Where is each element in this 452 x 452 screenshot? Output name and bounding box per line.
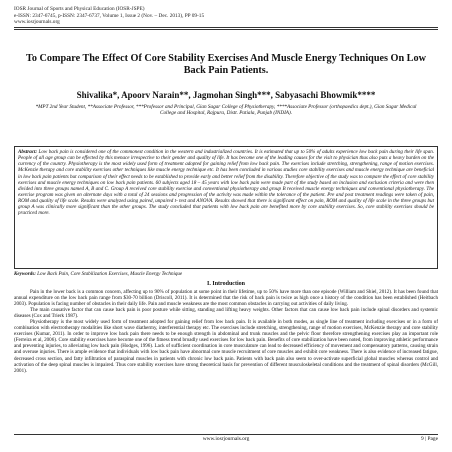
author-affiliation: *MPT 2nd Year Student, **Associate Professor, ***Professor and Principal, Gian Sagar College of Physiotherapy, ****Associate Professor (orthopaedics dept.), Gian Sagar Medical College and Hospital, Rajpura, Distt. Patiala, Punjab (INDIA). xyxy=(35,104,417,117)
journal-website-link[interactable]: www.iosrjournals.org xyxy=(14,19,60,26)
paper-title: To Compare The Effect Of Core Stability Exercises And Muscle Energy Techniques On Low Back Pain Patients. xyxy=(26,53,426,76)
footer-website-link[interactable]: www.iosrjournals.org xyxy=(202,436,250,442)
footer-divider xyxy=(14,434,438,435)
paragraph: The main causative factor that can cause back pain is poor posture while sitting, standing and lifting heavy weights. Other factors that can cause low back pain include spinal disorders and systemic diseases (Cox and Trierk 1987). xyxy=(14,307,438,320)
header-divider-2 xyxy=(14,29,438,30)
paragraph: Physiotherapy is the most widely used form of treatment adopted for gaining relief from low back pain. It is available in both modes, as single line of treatment including exercises or in a form of combination with electrotherapy modalities like short wave diathermy, interferential therapy etc. The exercises include stretching, strengthening, range of motion exercises, McKenzie therapy and core stability exercises (Kumar, 2011). In order to improve low back pain there needs to be enough strength in abdominal and trunk muscles and the pelvic floor therefore strengthening exercises play an important role (Ferreira et al, 2006). Core stability exercises have become one of the fitness trend broadly used exercises for low back pain. Benefits of core stabilization have been noted, from improving athletic performance and preventing injuries, to alleviating low back pain (Hodges, 1996). Lack of sufficient coordination in core musculature can lead to decreased efficiency of movement and compensatory patterns, causing strain and overuse injuries. There is ample evidence that individuals with low back pain have abnormal core muscle recruitment of core muscles and exhibit core weakness. There is also evidence of increased fatigue, decreased cross section, and fatty infiltration of paraspinal muscles in patients with chronic low back pain. Patients with back pain also seem to over-activate superficial global muscles whereas control and activation of the deep spinal muscles is impaired. Thus core stability exercises have strong theoretical basis for prevention of different musculoskeletal conditions and the treatment of spinal disorders (McGill, 2001). xyxy=(14,319,438,374)
abstract-box xyxy=(14,146,438,269)
journal-issn: e-ISSN: 2347-6745, p-ISSN: 2347-6737, Volume 1, Issue 2 (Nov. – Dec. 2013), PP 09-15 xyxy=(14,12,205,19)
abstract-text: Low back pain is considered one of the commonest condition in the western and industrialized countries. It is estimated that up to 50% of adults experience low back pain during their life span. People of all age group can be effected by this menace irrespective to their gender and quality of life. It has become one of the leading causes for the visit to physician thus also puts a heavy burden on the currency of the country. Physiotherapy is the most widely used form of treatment adopted for gaining relief from low back pain. The exercises include stretching, strengthening, range of motion exercises. McKenzie therapy and core stability exercises other techniques like muscle energy technique etc. It has been concluded in various studies core stability exercises and muscle energy technique are beneficial in low back pain patients but comparison of their effect needs to be established to provide early and better relief from the disability. Therefore objective of the study was to compare the effect of core stability exercises and muscle energy techniques on low back pain patients. 60 subjects aged 18 – 45 years with low back pain were made part of the study based on inclusion and exclusion criteria and were then divided into three groups named A, B and C. Group A received core stability exercise and conventional physiotherapy and group B received muscle energy techniques and conventional physiotherapy. The exercise program was given on alternate days with a total of 24 sessions and progression of the activity was made within the tolerance of the patient. Pre and post treatment readings were taken of pain, ROM and quality of life scale. Results were analyzed using paired, unpaired t- test and ANOVA. Results showed that there is significant effect on pain, ROM and quality of life scale in the three groups but group A was clinically more significant than the other groups. The study concluded that patients with low back pain are benefited more by core stability exercises. So, core stability exercises should be practiced more. xyxy=(18,149,435,217)
header-divider xyxy=(14,27,438,28)
paragraph: Pain in the lower back is a common concern, affecting up to 90% of population at some point in their lifetime, up to 50% have more than one episode (William and Shiel, 2012). It has been found that annual expenditure on the low back pain range from $30-70 billion (Driscoll, 2011). It is determined that the risk of back pain is twice as high once a history of the condition has been established (Heitbach 2003). Population is facing number of obstacles in their daily life. Pain and muscle weakness are the most common obstacles in carrying out activities of daily living. xyxy=(14,289,438,308)
keywords xyxy=(14,271,438,277)
paper-authors: Shivalika*, Apoorv Narain**, Jagmohan Singh***, Sabyasachi Bhowmik**** xyxy=(76,90,376,100)
keywords-text: Low Back Pain, Core Stabilization Exercises, Muscle Energy Technique xyxy=(37,271,183,277)
page-number: 9 | Page xyxy=(421,436,438,442)
abstract-label: Abstract: xyxy=(18,149,38,155)
journal-header xyxy=(14,6,438,26)
keywords-label: Keywords: xyxy=(14,271,36,277)
introduction-body xyxy=(14,289,438,429)
journal-name: IOSR Journal of Sports and Physical Education (IOSR-JSPE) xyxy=(14,6,145,12)
section-heading-introduction: I. Introduction xyxy=(207,281,245,287)
